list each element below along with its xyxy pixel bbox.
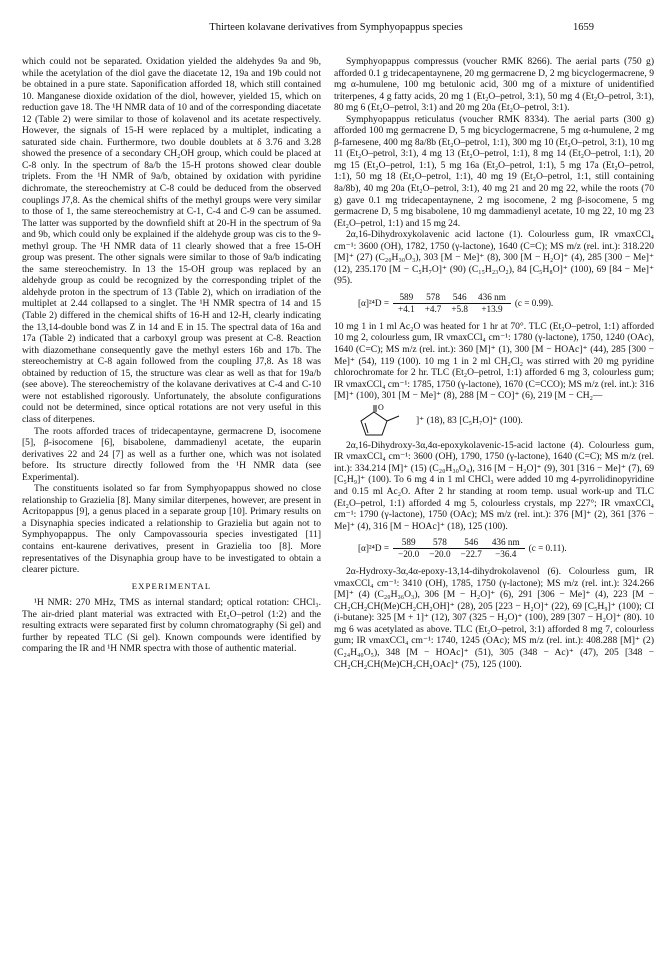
rotation-value-cell: −20.0 [429,549,451,560]
rotation-value-cell: +5.8 [451,303,469,314]
running-title: Thirteen kolavane derivatives from Symphyopappus species [209,22,463,33]
body-paragraph: which could not be separated. Oxidation yielded the aldehydes 9a and 9b, while the acetylation of the diol gave the diacetate 12, 19a and 19b could not be obtained in a pure state. Saponification afforded 18, which still contained 10. Manganese dioxide oxidation of the diol, however, yielded 15, which on reduction gave 18. The ¹H NMR data of 10 and of the corresponding diacetate 12 (Table 2) were similar to those of kolavenol and its acetate respectively. However, the signals of 15-H were replaced by a multiplet, indicating a saturated side chain. Furthermore, two double doublets at δ 3.76 and 3.28 showed the presence of a secondary CH₂OH group, which could be placed at C-8 only. In the spectrum of 8a/b the 15-H protons showed clear double triplets. From the ¹H NMR of 9a/b, obtained by oxidation with pyridine dichromate, the stereochemistry at C-8 could be deduced from the observed couplings J7,8. As the chemical shifts of the methyl groups were very similar to those of 1, the same stereochemistry at C-1, C-4 and C-9 can be assumed. The latter was supported by the downfield shift at 20-H in the spectrum of 9a and 9b, which could only be explained if the aldehyde group was cis to the 9-methyl group. The ¹H NMR data of 11 clearly showed that a free 15-OH group was present. The other signals were similar to those of 9a/b indicating the same stereochemistry. In 13 the 15-OH group was replaced by an aldehyde group as could be recognized by the corresponding triplet of the aldehyde proton in the spectrum of 13 (Table 2), which on irradiation of the multiplet at 2.44 collapsed to a singlet. The ¹H NMR spectra of 14 and 15 (Table 2) differed in the chemical shifts of 16-H and 12-H, clearly indicating the 13,14-double bond was Z in 14 and E in 15. The spectral data of 16a and 17a (Table 2) indicated that a carboxyl group was present at C-8. Reaction with diazomethane consequently gave the methyl esters 16b and 17b. The stereochemistry at C-8 again followed from the coupling J7,8. As 18 was obtained by reduction of 15, the structure was clear as well as that for 19a/b (see above). The stereochemistry of the kolavane derivatives at C-4 and C-10 were not established rigorously. Unfortunately, the absolute configurations could not be determined, since optical rotations are not very useful in this class of diterpenes. [22,56,321,425]
wavelength-cell: 546 [446,292,473,304]
body-paragraph: Symphyopappus reticulatus (voucher RMK 8334). The aerial parts (300 g) afforded 100 mg germacrene D, 5 mg bicyclogermacrene, 5 mg α-humulene, 2 mg β-farnesene, 400 mg 8a/8b (Et₂O–petrol, 1:1), 300 mg 10 (Et₂O–petrol, 3:1), 10 mg 11 (Et₂O–petrol, 3:1), 4 mg 13 (Et₂O–petrol, 1:1), 8 mg 14 (Et₂O–petrol, 1:1), 20 mg 15 (Et₂O–petrol, 1:1), 5 mg 16a (Et₂O–petrol, 1:1), 5 mg 17a (Et₂O–petrol, 1:1), 50 mg 18 (Et₂O–petrol, 1:1), 40 mg 19 (Et₂O–petrol, 1:1, still containing 8a/8b), 40 mg 20a (Et₂O–petrol, 3:1), 40 mg 21 and 20 mg 22, while the roots (70 g) gave 0.1 mg tridecapentaynene, 2 mg isocomene, 2 mg β-isocomene, 5 mg germacrene D, 5 mg bisabolene, 10 mg dammadienyl acetate, 10 mg 22, 10 mg 23 (Et₂O–petrol, 1:1) and 15 mg 24. [334,113,654,229]
body-paragraph: The roots afforded traces of tridecapentayne, germacrene D, isocomene [5], β-isocomene [6], bisabolene, dammadienyl acetate, the euparin derivatives 22 and 24 [7] as well as a further one, which was not isolated before. Its structure directly followed from the ¹H NMR data (see Experimental). [22,425,321,483]
wavelength-cell: 546 [456,537,487,549]
fragment-text: ]⁺ (18), 83 [C₅H₇O]⁺ (100). [416,414,523,426]
compound-paragraph: 2α,16-Dihydroxy-3α,4α-epoxykolavenic-15-acid lactone (4). Colourless gum, IR νmaxCCl₄ cm⁻¹: 3600 (OH), 1790, 1750 (γ-lactone), 1640 (C=C); MS m/z (rel. int.): 334.214 [M]⁺ (15) (C₂₀H₃₀O₄), 316 [M − H₂O]⁺ (9), 301 [316 − Me]⁺ (7), 69 [C₅H₉]⁺ (100). To 6 mg 4 in 1 ml CHCl₃ were added 10 mg 4-pyrrolidinopyridine and 0.15 ml Ac₂O. After 2 hr standing at room temp. usual work-up and TLC (Et₂O–petrol, 1:1) afforded 4 mg 5, colourless crystals, mp 227°; IR νmaxCCl₄ cm⁻¹: 1790 (γ-lactone), 1750 (OAc); MS m/z (rel. int.): 376 [M]⁺ (2), 361 [376 − Me]⁺ (4), 316 [M − HOAc]⁺ (18), 125 (100). [334,439,654,532]
svg-text:O: O [378,403,384,412]
wavelength-cell: 436 nm [487,537,525,549]
rotation-value-cell: −22.7 [460,549,482,560]
rotation-value-cell: +4.1 [398,303,415,314]
wavelength-cell: 578 [420,292,447,304]
optical-rotation-1 [358,292,654,315]
left-column [22,56,321,655]
rotation-label: [α]²⁴D = [358,297,390,308]
right-column [334,56,654,670]
optical-rotation-2 [358,537,654,560]
rotation-table [393,292,511,315]
rotation-value-cell: −36.4 [495,549,517,560]
body-paragraph: Symphyopappus compressus (voucher RMK 8266). The aerial parts (750 g) afforded 0.1 g tridecapentaynene, 20 mg germacrene D, 2 mg bicyclogermacrene, 9 mg α-humulene, 100 mg betulonic acid, 300 mg of a mixture of unidentified triterpenes, 4 g fatty acids, 20 mg 1 (Et₂O–petrol, 3:1), 50 mg 4 (Et₂O–petrol, 3:1), 80 mg 6 (Et₂O–petrol, 3:1) and 20 mg 20a (Et₂O–petrol, 3:1). [334,56,654,114]
wavelength-cell: 589 [393,292,420,304]
page-number: 1659 [573,22,594,33]
rotation-table [393,537,525,560]
wavelength-cell: 578 [424,537,455,549]
wavelength-cell: 589 [393,537,424,549]
fragment-structure-line [334,404,654,438]
body-paragraph: The constituents isolated so far from Symphyopappus showed no close relationship to Grazielia [8]. Many similar diterpenes, however, are present in Acritopappus [9], a genus placed in a separate group [10]. Primary results on a Disynaphia species indicated a relationship to Grazielia but again not to Symphyopappus. The only Campovassouria species investigated [11] contains ent-kaurene derivatives, present in Grazielia too [8]. More representatives of the Disynaphia group have to be investigated to obtain a clearer picture. [22,483,321,576]
experimental-heading: EXPERIMENTAL [131,580,212,591]
rotation-value-cell: −20.0 [398,549,420,560]
rotation-conditions: (c = 0.99). [514,297,554,308]
wavelength-cell: 436 nm [473,292,511,304]
rotation-value-cell: +13.9 [481,303,503,314]
experimental-paragraph: ¹H NMR: 270 MHz, TMS as internal standard; optical rotation: CHCl₃. The air-dried plant material was extracted with Et₂O–petrol (1:2) and the resulting extracts were separated first by column chromatography (Si gel) and further by repeated TLC (Si gel). Known compounds were identified by comparing the IR and ¹H NMR spectra with those of authentic material. [22,597,321,655]
rotation-conditions: (c = 0.11). [528,542,567,553]
rotation-label: [α]²⁴D = [358,542,390,553]
compound-paragraph: 2α-Hydroxy-3α,4α-epoxy-13,14-dihydrokolavenol (6). Colourless gum, IR νmaxCCl₄ cm⁻¹: 3410 (OH), 1785, 1750 (γ-lactone); MS m/z (rel. int.): 324.266 [M]⁺ (4) (C₂₀H₃₆O₃), 306 [M − H₂O]⁺ (6), 291 [306 − Me]⁺ (4), 223 [M − CH₂CH₂CH(Me)CH₂CH₂OH]⁺ (28), 205 [223 − H₂O]⁺ (22), 69 [C₅H₉]⁺ (100); CI (i-butane): 325 [M + 1]⁺ (12), 307 (325 − H₂O)⁺ (100), 289 [307 − H₂O]⁺ (80). 10 mg 6 was acetylated as above. TLC (Et₂O–petrol, 3:1) afforded 8 mg 7, colourless gum; IR νmaxCCl₄ cm⁻¹: 1740, 1245 (OAc); MS m/z (rel. int.): 408.288 [M]⁺ (2) (C₂₄H₄₀O₅), 348 [M − HOAc]⁺ (51), 305 (348 − Ac)⁺ (47), 205 [348 − CH₂CH₂CH(Me)CH₂CH₂OAc]⁺ (75), 125 (100). [334,566,654,670]
compound-paragraph: 2α,16-Dihydroxykolavenic acid lactone (1). Colourless gum, IR νmaxCCl₄ cm⁻¹: 3600 (OH), 1782, 1750 (γ-lactone), 1640 (C=C); MS m/z (rel. int.): 318.220 [M]⁺ (27) (C₂₀H₃₀O₃), 303 [M − Me]⁺ (8), 300 [M − H₂O]⁺ (4), 285 [300 − Me]⁺ (12), 235.170 [M − C₅H₇O]⁺ (90) (C₁₅H₂₃O₂), 84 [C₅H₈O]⁺ (100), 69 [84 − Me]⁺ (95). [334,229,654,287]
body-paragraph: 10 mg 1 in 1 ml Ac₂O was heated for 1 hr at 70°. TLC (Et₂O–petrol, 1:1) afforded 10 mg 2, colourless gum, IR νmaxCCl₄ cm⁻¹: 1780 (γ-lactone), 1750, 1240 (OAc), 1640 (C=C); MS m/z (rel. int.): 360 [M]⁺ (1), 300 [M − HOAc]⁺ (44), 285 [300 − Me]⁺ (54), 119 (100). 10 mg 1 in 2 ml CH₂Cl₂ was stirred with 20 mg pyridine chlorochromate for 2 hr. TLC (Et₂O–petrol, 1:1) afforded 6 mg 3, colourless gum; IR νmaxCCl₄ cm⁻¹: 1785, 1750 (γ-lactone), 1670 (C=CCO); MS m/z (rel. int.): 316 [M]⁺ (100), 301 [M − Me]⁺ (8), 288 [M − CO]⁺ (6), 219 [M − CH₂— [334,320,655,402]
cyclopentenone-structure [354,404,414,438]
rotation-value-cell: +4.7 [424,303,442,314]
